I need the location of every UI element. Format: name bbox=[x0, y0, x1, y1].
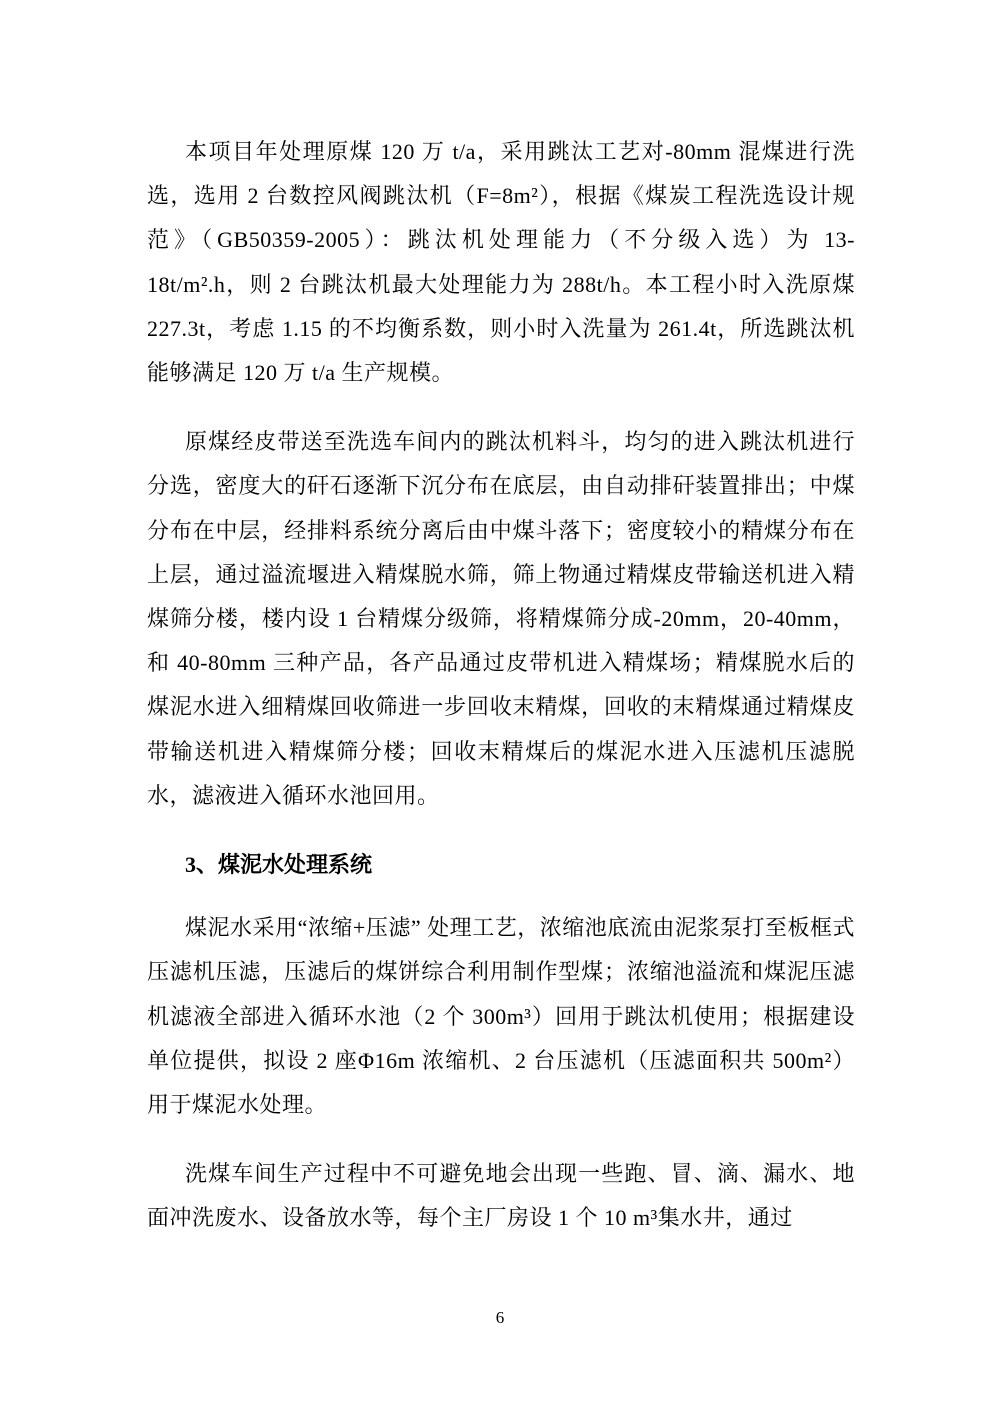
paragraph-workshop-drainage: 洗煤车间生产过程中不可避免地会出现一些跑、冒、滴、漏水、地面冲洗废水、设备放水等，每个主厂房设 1 个 10 m³集水井，通过 bbox=[147, 1161, 855, 1231]
page-number: 6 bbox=[495, 1308, 505, 1327]
paragraph-jig-capacity: 本项目年处理原煤 120 万 t/a，采用跳汰工艺对-80mm 混煤进行洗选，选用 2 台数控风阀跳汰机（F=8m²），根据《煤炭工程洗选设计规范》（GB50359-2005）：跳汰机处理能力（不分级入选）为 13-18t/m².h，则 2 台跳汰机最大处理能力为 288t/h。本工程小时入洗原煤 227.3t，考虑 1.15 的不均衡系数，则小时入洗量为 261.4t，所选跳汰机能够满足 120 万 t/a 生产规模。 bbox=[147, 139, 855, 386]
section-heading-slime-water-system: 3、煤泥水处理系统 bbox=[185, 852, 373, 878]
paragraph-slime-water-treatment: 煤泥水采用“浓缩+压滤” 处理工艺，浓缩池底流由泥浆泵打至板框式压滤机压滤，压滤后的煤饼综合利用制作型煤；浓缩池溢流和煤泥压滤机滤液全部进入循环水池（2 个 300m³）回用于跳汰机使用；根据建设单位提供，拟设 2 座Φ16m 浓缩机、2 台压滤机（压滤面积共 500m²）用于煤泥水处理。 bbox=[147, 915, 855, 1118]
document-content bbox=[147, 130, 855, 1266]
paragraph-washing-process-flow: 原煤经皮带送至洗选车间内的跳汰机料斗，均匀的进入跳汰机进行分选，密度大的矸石逐渐下沉分布在底层，由自动排矸装置排出；中煤分布在中层，经排料系统分离后由中煤斗落下；密度较小的精煤分布在上层，通过溢流堰进入精煤脱水筛，筛上物通过精煤皮带输送机进入精煤筛分楼，楼内设 1 台精煤分级筛，将精煤筛分成-20mm，20-40mm，和 40-80mm 三种产品，各产品通过皮带机进入精煤场；精煤脱水后的煤泥水进入细精煤回收筛进一步回收末精煤，回收的末精煤通过精煤皮带输送机进入精煤筛分楼；回收末精煤后的煤泥水进入压滤机压滤脱水，滤液进入循环水池回用。 bbox=[147, 429, 855, 808]
